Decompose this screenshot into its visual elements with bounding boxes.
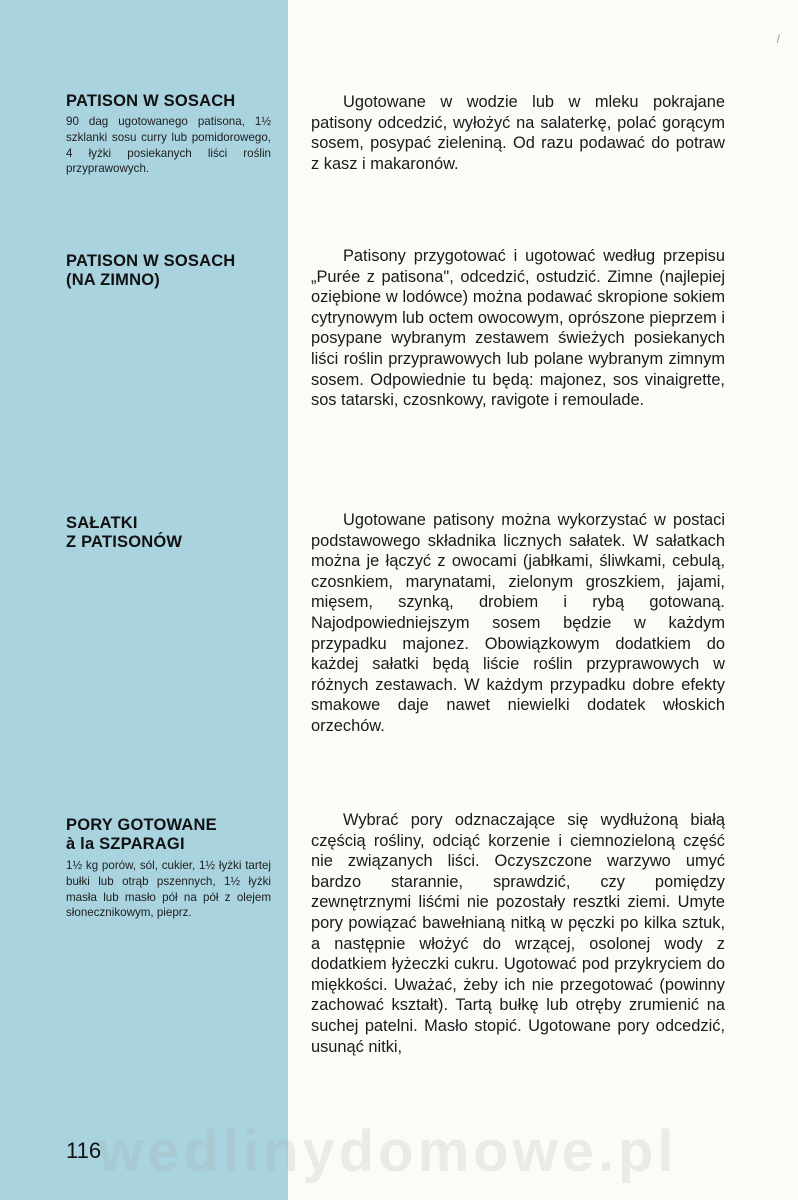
recipe-text-pory-gotowane	[311, 810, 725, 1057]
edge-mark: /	[776, 32, 780, 46]
recipe-paragraph: Ugotowane patisony można wykorzystać w postaci podstawowego składnika licznych sałatek. W sałatkach można je łączyć z owocami (jabłkami, śliwkami, cebulą, czosnkiem, marynatami, zielonym groszkiem, jajami, mięsem, szynką, drobiem i rybą gotowaną. Najodpowiedniejszym sosem będzie w każdym przypadku majonez. Obowiązkowym dodatkiem do każdej sałatki będą liście roślin przyprawowych w różnych zestawach. W każdym przypadku dobre efekty smakowe daje nawet niewielki dodatek włoskich orzechów.	[311, 511, 725, 735]
section-title-line: (NA ZIMNO)	[66, 271, 160, 289]
section-title-salatki-z-patisonow	[66, 514, 276, 552]
recipe-text-patison-w-sosach	[311, 92, 725, 174]
section-title-pory-gotowane	[66, 816, 276, 854]
section-title-line: PORY GOTOWANE	[66, 816, 217, 834]
page-number: 116	[66, 1138, 102, 1163]
ingredients-pory-gotowane: 1½ kg porów, sól, cukier, 1½ łyżki tartej bułki lub otrąb pszennych, 1½ łyżki masła lub masło pół na pół z olejem słonecznikowym, pieprz.	[66, 859, 271, 920]
recipe-text-patison-na-zimno	[311, 246, 725, 411]
section-title-patison-w-sosach	[66, 92, 276, 111]
recipe-paragraph: Ugotowane w wodzie lub w mleku pokrajane patisony odcedzić, wyłożyć na salaterkę, polać gorącym sosem, posypać zieleniną. Od razu podawać do potraw z kasz i makaronów.	[311, 93, 725, 173]
ingredients-patison-w-sosach: 90 dag ugotowanego patisona, 1½ szklanki sosu curry lub pomidorowego, 4 łyżki posiekanych liści roślin przyprawowych.	[66, 115, 271, 176]
section-title-line: PATISON W SOSACH	[66, 252, 236, 270]
sidebar-panel	[0, 0, 288, 1200]
section-title-line: SAŁATKI	[66, 514, 138, 532]
section-title-line: Z PATISONÓW	[66, 533, 183, 551]
recipe-paragraph: Patisony przygotować i ugotować według przepisu „Purée z patisona", odcedzić, ostudzić. Zimne (najlepiej oziębione w lodówce) można podawać skropione sokiem cytrynowym lub octem owocowym, oprószone pieprzem i posypane wybranym zestawem świeżych posiekanych liści roślin przyprawowych lub polane wybranym zimnym sosem. Odpowiednie tu będą: majonez, sos vinaigrette, sos tatarski, czosnkowy, ravigote i remoulade.	[311, 247, 725, 410]
watermark: wedlinydomowe.pl	[98, 1119, 678, 1184]
recipe-paragraph: Wybrać pory odznaczające się wydłużoną białą częścią rośliny, odciąć korzenie i ciemnozieloną część nie związanych liści. Oczyszczone warzywo umyć bardzo starannie, sprawdzić, czy pomiędzy zewnętrznymi liśćmi nie pozostały resztki ziemi. Umyte pory powiązać bawełnianą nitką w pęczki po kilka sztuk, a następnie włożyć do wrzącej, osolonej wody z dodatkiem łyżeczki cukru. Ugotować pod przykryciem do miękkości. Uważać, żeby ich nie przegotować (powinny zachować kształt). Tartą bułkę lub otręby zrumienić na suchej patelni. Masło stopić. Ugotowane pory odcedzić, usunąć nitki,	[311, 811, 725, 1056]
section-title-line: PATISON W SOSACH	[66, 92, 236, 110]
section-title-patison-na-zimno	[66, 252, 276, 290]
recipe-text-salatki-z-patisonow	[311, 510, 725, 737]
section-title-line: à la SZPARAGI	[66, 835, 185, 853]
